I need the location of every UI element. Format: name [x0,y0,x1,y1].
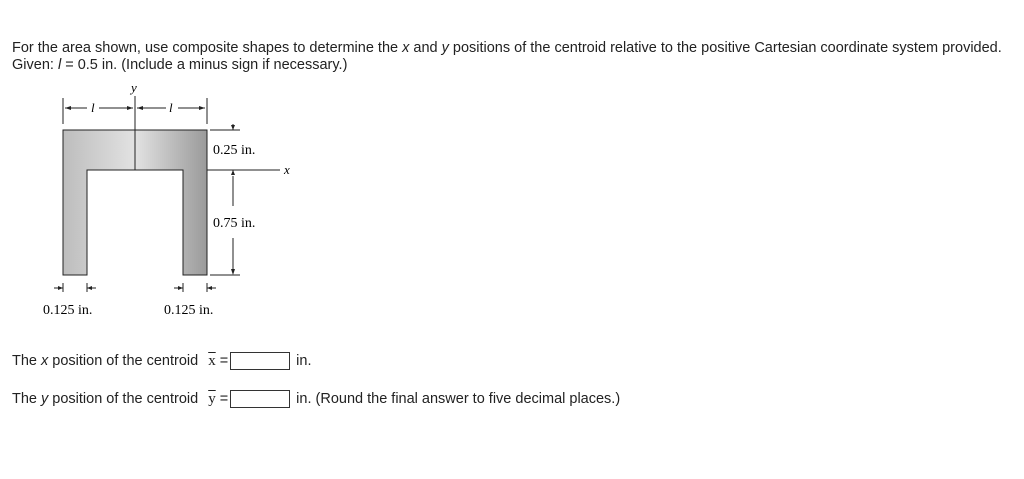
x-bar-symbol: $\overline{x}$ [208,352,216,369]
x-unit-label: in. [296,353,312,369]
dim-right-leg: 0.125 in. [164,303,214,318]
y-centroid-row [12,390,620,408]
y-row-label: The y position of the centroid [12,391,199,407]
y-centroid-input[interactable] [230,390,290,408]
y-equals-sign: = [219,391,229,407]
dim-l-left: l [91,100,95,115]
y-axis-label: y [131,80,137,95]
x-axis-label: x [284,162,290,177]
x-centroid-row [12,352,312,370]
problem-statement: For the area shown, use composite shapes to determine the x and y positions of the centroid relative to the positive Cartesian coordinate system provided. Given: l = 0.5 in. (Include a minus sign if necessary.) [12,40,1002,73]
dim-left-leg: 0.125 in. [43,303,93,318]
dim-right-height: 0.75 in. [213,216,256,231]
y-unit-label: in. (Round the final answer to five decimal places.) [296,391,621,407]
dim-l-right: l [169,100,173,115]
y-bar-symbol: $\overline{y}$ [208,390,216,407]
dim-top-thickness: 0.25 in. [213,143,256,158]
composite-area-figure [0,76,330,326]
x-centroid-input[interactable] [230,352,290,370]
x-equals-sign: = [219,353,229,369]
x-row-label: The x position of the centroid [12,353,199,369]
